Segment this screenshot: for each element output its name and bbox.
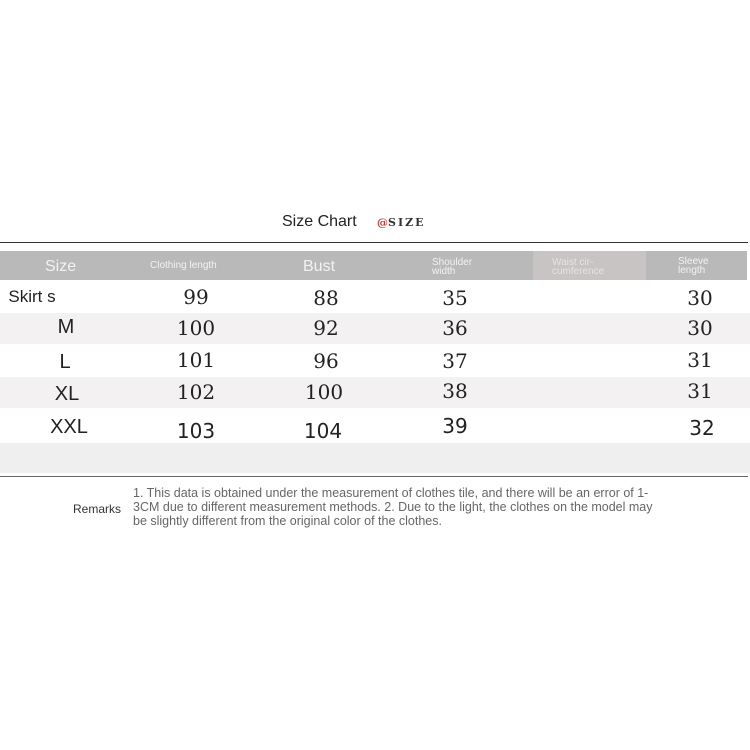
title-row: [0, 210, 750, 234]
cell-bust: 104: [303, 419, 343, 443]
table-row: [0, 282, 750, 313]
logo-text: SIZE: [388, 216, 426, 229]
table-row: [0, 377, 750, 408]
cell-shoulder: 39: [442, 414, 468, 438]
brand-logo: [377, 216, 426, 229]
cell-length: 99: [183, 285, 209, 309]
cell-size: XXL: [50, 416, 88, 438]
top-divider: [0, 242, 748, 243]
cell-sleeve: 32: [689, 416, 715, 440]
cell-bust: 96: [313, 349, 339, 373]
table-row: [0, 345, 750, 376]
cell-sleeve: 31: [687, 379, 713, 403]
cell-length: 102: [176, 380, 216, 404]
header-bust: Bust: [303, 258, 336, 275]
header-sleeve-line2: length: [678, 265, 706, 276]
remarks-text: 1. This data is obtained under the measurement of clothes tile, and there will be an error of 1-3CM due to different measurement methods. 2. Due to the light, the clothes on the model may be slightly different from the original color of the clothes.: [133, 486, 653, 528]
header-shoulder-width: [432, 258, 472, 276]
cell-size: M: [57, 316, 75, 338]
cell-length: 103: [176, 419, 216, 443]
cell-bust: 100: [304, 380, 344, 404]
cell-length: 101: [176, 348, 216, 372]
bottom-divider: [0, 476, 748, 477]
cell-bust: 92: [313, 316, 339, 340]
header-waist-circumference: [552, 258, 604, 276]
header-waist-line1: Waist cir-: [552, 257, 594, 268]
cell-shoulder: 36: [442, 316, 468, 340]
table-row: [0, 410, 750, 441]
remarks-label: Remarks: [73, 502, 122, 516]
cell-size: L: [59, 351, 71, 373]
page-title: Size Chart: [282, 213, 357, 230]
cell-length: 100: [176, 316, 216, 340]
logo-at-symbol: @: [377, 216, 388, 229]
cell-shoulder: 35: [442, 286, 468, 310]
header-clothing-length: Clothing length: [150, 260, 217, 271]
header-sleeve-line1: Sleeve: [678, 256, 709, 267]
cell-sleeve: 30: [687, 286, 713, 310]
empty-table-row: [0, 443, 750, 473]
header-shoulder-line1: Shoulder: [432, 257, 473, 268]
cell-size: XL: [54, 383, 80, 405]
cell-shoulder: 38: [442, 379, 468, 403]
header-size: Size: [45, 258, 77, 275]
header-shoulder-line2: width: [432, 266, 456, 277]
table-row: [0, 313, 750, 344]
cell-shoulder: 37: [442, 349, 468, 373]
header-waist-line2: cumference: [552, 266, 605, 277]
cell-size: Skirt s: [8, 287, 56, 306]
cell-sleeve: 31: [687, 348, 713, 372]
table-header: [0, 251, 747, 280]
header-sleeve-length: [678, 257, 709, 275]
cell-bust: 88: [313, 286, 339, 310]
cell-sleeve: 30: [687, 316, 713, 340]
